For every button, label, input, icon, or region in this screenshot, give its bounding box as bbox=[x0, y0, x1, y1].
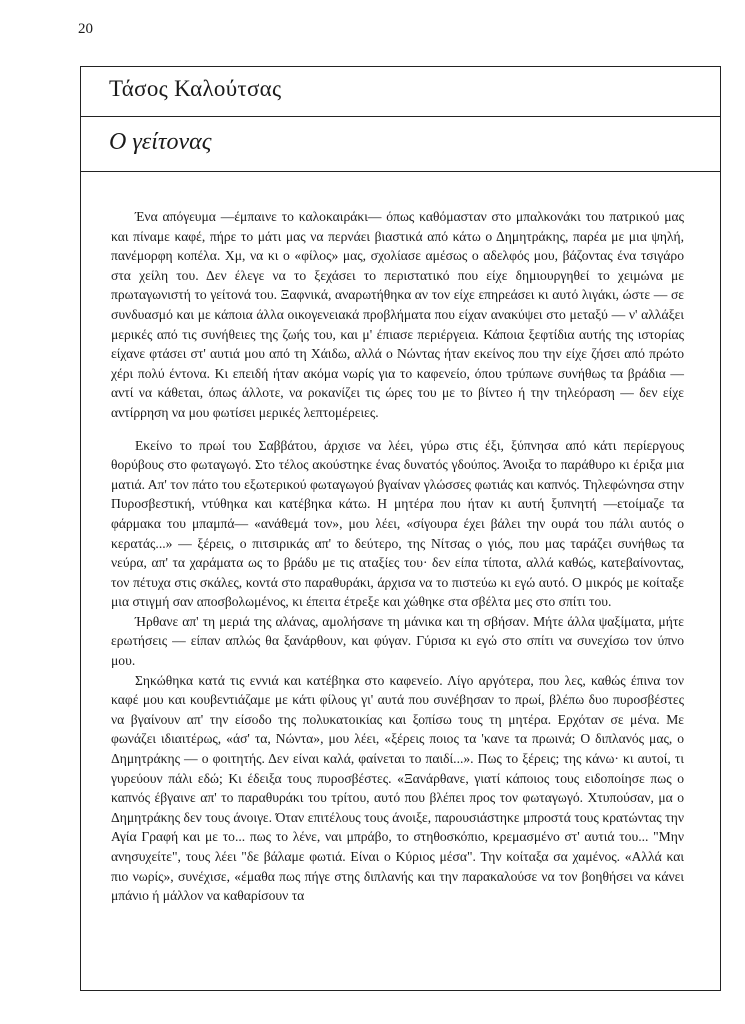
author-name: Τάσος Καλούτσας bbox=[109, 76, 282, 101]
title-header bbox=[81, 117, 720, 172]
story-title: Ο γείτονας bbox=[109, 129, 212, 155]
paragraph-4: Σηκώθηκα κατά τις εννιά και κατέβηκα στο καφενείο. Λίγο αργότερα, που λες, καθώς έπινα τον καφέ μου και κουβεντιάζαμε με κάτι φίλους γι' αυτά που συνέβησαν το πρωί, βλέπω δυο πυροσβέστες να βγαίνουν απ' την είσοδο της πολυκατοικίας και ξοπίσω τους τη μητέρα. Ερχόταν σε μένα. Με φωνάζει ιδιαιτέρως, «άσ' τα, Νώντα», μου λέει, «ξέρεις ποιος τα 'κανε τα πρωινά; Ο διπλανός μας, ο Δημητράκης — ο φοιτητής. Δεν είναι καλά, φαίνεται το παιδί...». Πως το ξέρεις; της κάνω· κι αυτοί, τι γυρεύουν πάλι εδώ; Κι έδειξα τους πυροσβέστες. «Ξανάρθανε, γιατί κάποιος τους ειδοποίησε πως ο καπνός έβγαινε απ' το παραθυράκι του τρίτου, αυτό που βλέπει προς τον φωταγωγό. Χτυπούσαν, μα ο Δημητράκης δεν τους άνοιγε. Όταν επιτέλους τους άνοιξε, παρουσιάστηκε μπροστά τους κρατώντας την Αγία Γραφή και με το... πως το λένε, ναι μπράβο, το στηθοσκόπιο, κρεμασμένο στ' αυτιά του... "Μην ανησυχείτε", τους λέει "δε βάλαμε φωτιά. Είναι ο Κύριος μέσα". Την κοίταξα σα χαμένος. «Αλλά και πιο νωρίς», συνέχισε, «έμαθα πως πήγε στης διπλανής και την παρακαλούσε να τον βοηθήσει να κάνει μπάνιο ή μάλλον να καθαρίσουν τα bbox=[111, 672, 684, 904]
page-number: 20 bbox=[78, 21, 93, 37]
story-body bbox=[111, 207, 684, 906]
author-header bbox=[81, 67, 720, 117]
paragraph-1: Ένα απόγευμα —έμπαινε το καλοκαιράκι— όπως καθόμασταν στο μπαλκονάκι του πατρικού μας και πίναμε καφέ, πήρε το μάτι μας να περνάει βιαστικά από κάτω ο Δημητράκης, παρέα με μια ψηλή, πανέμορφη κοπέλα. Χμ, να κι ο «φίλος» μας, σχολίασε αμέσως ο αδελφός μου, βάζοντας ένα τσιγάρο στα χείλη του. Δεν έλεγε να το ξεχάσει το περιστατικό που είχε δημιουργηθεί το χειμώνα με πρωταγωνιστή το γείτονά του. Ξαφνικά, αναρωτήθηκα αν τον είχε επηρεάσει κι αυτό λιγάκι, ώστε — σε συνδυασμό και με κάποια άλλα οικογενειακά προβλήματα που είχαν ανακύψει στο μεταξύ — ν' αλλάξει μερικές από τις συνήθειες της ζωής του, και μ' έπιασε περιέργεια. Κάποια ξεφτίδια αυτής της ιστορίας είχανε φτάσει στ' αυτιά μου από τη Χάιδω, αλλά ο Νώντας ήταν εκείνος που την είχε ζήσει από πρώτο χέρι πολύ έντονα. Κι επειδή ήταν ακόμα νωρίς για το καφενείο, όπου τρύπωνε συνήθως τα βράδια — αντί να κάθεται, όπως άλλοτε, να ροκανίζει τις ώρες του με το βίντεο ή την τηλεόραση — δεν είχε αντίρρηση να μου φωτίσει μερικές λεπτομέρειες. bbox=[111, 209, 684, 420]
paragraph-2: Εκείνο το πρωί του Σαββάτου, άρχισε να λέει, γύρω στις έξι, ξύπνησα από κάτι περίεργους θορύβους στο φωταγωγό. Στο τέλος ακούστηκε ένας δυνατός γδούπος. Άνοιξα το παράθυρο κι έριξα μια ματιά. Απ' τον πάτο του εξωτερικού φωταγωγού βγαίναν γλώσσες φωτιάς και καπνός. Τηλεφώνησα στην Πυροσβεστική, ντύθηκα και κατέβηκα κάτω. Η μητέρα που ήταν κι αυτή ξυπνητή —ετοίμαζε τα φάρμακα του μπαμπά— «ανάθεμά τον», μου λέει, «σίγουρα έχει βάλει την ουρά του πάλι αυτός ο κερατάς...» — ξέρεις, ο πιτσιρικάς απ' το δεύτερο, της Νίτσας ο γιός, που μας ταράζει συνήθως τα νεύρα, απ' τα χαράματα ως το βράδυ με τις αταξίες του· δεν είπα τίποτα, αλλά καθώς, κατεβαίνοντας, τον πέτυχα στις σκάλες, κοντά στο παραθυράκι, άρχισα να το πιστεύω κι εγώ αυτό. Ο μικρός με κοίταξε μια στιγμή σαν αποσβολωμένος, κι έπειτα έτρεξε και χώθηκε στα σβέλτα μες στο σπίτι του. bbox=[111, 437, 684, 610]
paragraph-3: Ήρθανε απ' τη μεριά της αλάνας, αμολήσανε τη μάνικα και τη σβήσαν. Μήτε άλλα ψαξίματα, μήτε ερωτήσεις — είπαν απλώς θα ξανάρθουν, και φύγαν. Γύρισα κι εγώ στο σπίτι να συνεχίσω τον ύπνο μου. bbox=[111, 613, 684, 669]
story-frame bbox=[80, 66, 721, 991]
